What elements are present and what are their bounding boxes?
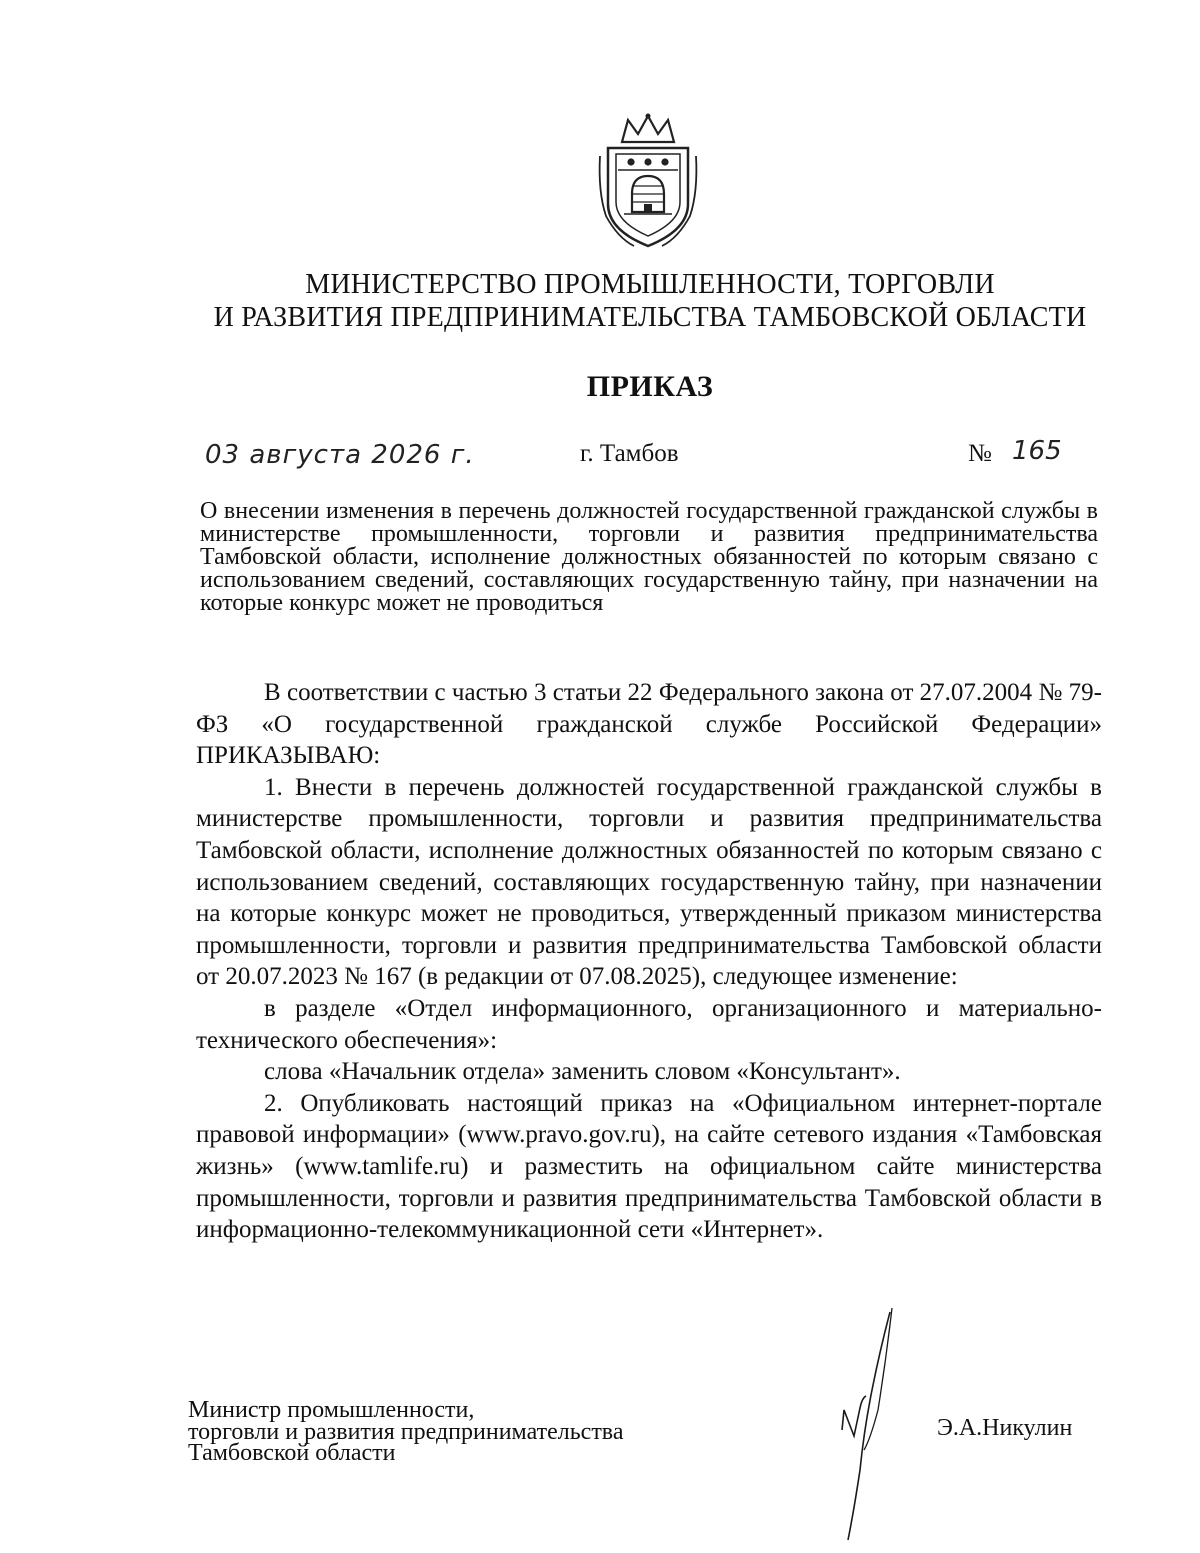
item-1-paragraph: 1. Внести в перечень должностей государственной гражданской службы в министерстве промышленности, торговли и развития предпринимательства Тамбовской области, исполнение должностных обязанностей по которым связано с использованием сведений, составляющих государственную тайну, при назначении на которые конкурс может не проводиться, утвержденный приказом министерства промышленности, торговли и развития предпринимательства Тамбовской области от 20.07.2023 № 167 (в редакции от 07.08.2025), следующее изменение: bbox=[196, 773, 1102, 991]
signatory-name: Э.А.Никулин bbox=[937, 1415, 1073, 1441]
order-subject: О внесении изменения в перечень должностей государственной гражданской службы в министерстве промышленности, торговли и развития предпринимательства Тамбовской области, исполнение должностных обязанностей по которым связано с использованием сведений, составляющих государственную тайну, при назначении на которые конкурс может не проводиться bbox=[200, 498, 1098, 616]
item-1-section-paragraph: в разделе «Отдел информационного, организационного и материально-технического обеспечения»: bbox=[196, 994, 1102, 1054]
ministry-name bbox=[160, 268, 1140, 334]
handwritten-signature bbox=[820, 1290, 910, 1550]
document-type-title: ПРИКАЗ bbox=[586, 370, 714, 403]
order-body bbox=[196, 677, 1102, 1246]
item-1-change-paragraph: слова «Начальник отдела» заменить словом «Консультант». bbox=[264, 1058, 901, 1086]
signatory-title bbox=[188, 1397, 624, 1466]
coat-of-arms-emblem bbox=[594, 112, 702, 252]
signatory-title-line-2: торговли и развития предпринимательства bbox=[188, 1418, 624, 1445]
number-sign: № bbox=[968, 440, 992, 467]
city-label: г. Тамбов bbox=[580, 440, 679, 467]
item-2-paragraph: 2. Опубликовать настоящий приказ на «Официальном интернет-портале правовой информации» (www.pravo.gov.ru), на сайте сетевого издания «Тамбовская жизнь» (www.tamlife.ru) и разместить на официальном сайте министерства промышленности, торговли и развития предпринимательства Тамбовской области в информационно-телекоммуникационной сети «Интернет». bbox=[196, 1089, 1102, 1244]
handwritten-order-number: 165 bbox=[1012, 436, 1062, 466]
preamble-paragraph: В соответствии с частью 3 статьи 22 Федерального закона от 27.07.2004 № 79-ФЗ «О государственной гражданской службе Российской Федерации» ПРИКАЗЫВАЮ: bbox=[196, 679, 1102, 770]
ministry-name-line-2: И РАЗВИТИЯ ПРЕДПРИНИМАТЕЛЬСТВА ТАМБОВСКОЙ ОБЛАСТИ bbox=[213, 302, 1087, 333]
handwritten-date: 03 августа 2026 г. bbox=[205, 440, 475, 470]
ministry-name-line-1: МИНИСТЕРСТВО ПРОМЫШЛЕННОСТИ, ТОРГОВЛИ bbox=[305, 269, 995, 300]
signatory-title-line-1: Министр промышленности, bbox=[188, 1397, 475, 1423]
signatory-title-line-3: Тамбовской области bbox=[188, 1440, 396, 1466]
